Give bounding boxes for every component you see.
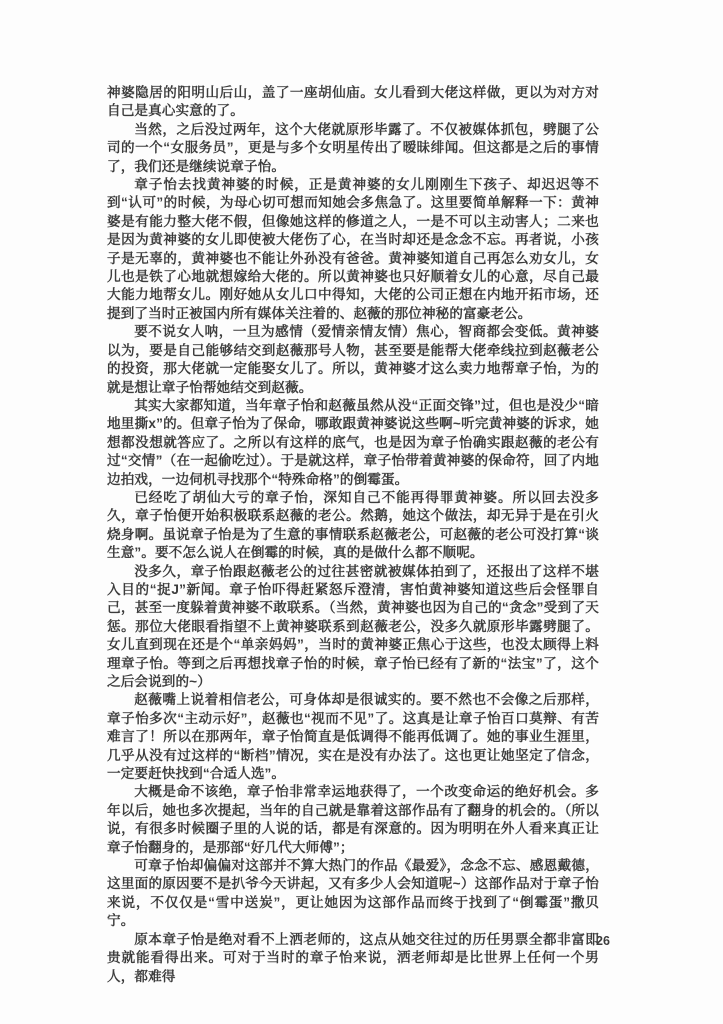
paragraph-1: 神婆隐居的阳明山后山，盖了一座胡仙庙。女儿看到大佬这样做，更以为对方对自己是真心实意的了。 (107, 85, 599, 119)
page-number: 26 (596, 934, 610, 948)
paragraph-7: 没多久，章子怡跟赵薇老公的过往甚密就被媒体拍到了，还报出了这样不堪入目的“捉J”新闻。章子怡吓得赶紧怒斥澄清，害怕黄神婆知道这些后会怪罪自己，甚至一度躲着黄神婆不敢联系。（当然，黄神婆也因为自己的“贪念”受到了天惩。那位大佬眼看指望不上黄神婆联系到赵薇老公，没多久就原形毕露劈腿了。女儿直到现在还是个“单亲妈妈”，当时的黄神婆正焦心于这些，也没太顾得上料理章子怡。等到之后再想找章子怡的时候，章子怡已经有了新的“法宝”了，这个之后会说到的~） (107, 563, 599, 689)
paragraph-11: 原本章子怡是绝对看不上洒老师的，这点从她交往过的历任男票全都非富即贵就能看得出来。可对于当时的章子怡来说，洒老师却是比世界上任何一个男人，都难得 (107, 931, 599, 984)
paragraph-4: 要不说女人呐，一旦为感情（爱情亲情友情）焦心，智商都会变低。黄神婆以为，要是自己能够结交到赵薇那号人物，甚至要是能帮大佬牵线拉到赵薇老公的投资，那大佬就一定能娶女儿了。所以，黄神婆才这么卖力地帮章子怡，为的就是想让章子怡帮她结交到赵薇。 (107, 324, 599, 395)
paragraph-10: 可章子怡却偏偏对这部并不算大热门的作品《最爱》，念念不忘、感恩戴德，这里面的原因要不是扒爷今天讲起，又有多少人会知道呢~）这部作品对于章子怡来说，不仅仅是“雪中送炭”，更让她因为这部作品而终于找到了“倒霉蛋”撒贝宁。 (107, 858, 599, 929)
paragraph-3: 章子怡去找黄神婆的时候，正是黄神婆的女儿刚刚生下孩子、却迟迟等不到“认可”的时候，为母心切可想而知她会多焦急了。这里要简单解释一下：黄神婆是有能力整大佬不假，但像她这样的修道之人，一是不可以主动害人；二来也是因为黄神婆的女儿即使被大佬伤了心，在当时却还是念念不忘。再者说，小孩子是无辜的，黄神婆也不能让外孙没有爸爸。黄神婆知道自己再怎么劝女儿，女儿也是铁了心地就想嫁给大佬的。所以黄神婆也只好顺着女儿的心意，尽自己最大能力地帮女儿。刚好她从女儿口中得知，大佬的公司正想在内地开拓市场，还提到了当时正被国内所有媒体关注着的、赵薇的那位神秘的富豪老公。 (107, 177, 599, 321)
paragraph-5: 其实大家都知道，当年章子怡和赵薇虽然从没“正面交锋”过，但也是没少“暗地里撕x”的。但章子怡为了保命，哪敢跟黄神婆说这些啊~听完黄神婆的诉求，她想都没想就答应了。之所以有这样的底气，也是因为章子怡确实跟赵薇的老公有过“交情”（在一起偷吃过）。于是就这样，章子怡带着黄神婆的保命符，回了内地边拍戏，一边伺机寻找那个“特殊命格”的倒霉蛋。 (107, 397, 599, 487)
text-body (107, 84, 599, 986)
paragraph-9: 大概是命不该绝，章子怡非常幸运地获得了，一个改变命运的绝好机会。多年以后，她也多次提起，当年的自己就是靠着这部作品有了翻身的机会的。（所以说，有很多时候圈子里的人说的话，都是有深意的。因为明明在外人看来真正让章子怡翻身的，是那部“好几代大师傅”； (107, 784, 599, 855)
paragraph-8: 赵薇嘴上说着相信老公，可身体却是很诚实的。要不然也不会像之后那样，章子怡多次“主动示好”，赵薇也“视而不见”了。这真是让章子怡百口莫辩、有苦难言了！所以在那两年，章子怡简直是低调得不能再低调了。她的事业生涯里，几乎从没有过这样的“断档”情况，实在是没有办法了。这也更让她坚定了信念，一定要赶快找到“合适人选”。 (107, 692, 599, 782)
paragraph-6: 已经吃了胡仙大亏的章子怡，深知自己不能再得罪黄神婆。所以回去没多久，章子怡便开始积极联系赵薇的老公。然鹅，她这个做法，却无异于是在引火烧身啊。虽说章子怡是为了生意的事情联系赵薇老公，可赵薇的老公可没打算“谈生意”。要不怎么说人在倒霉的时候，真的是做什么都不顺呢。 (107, 489, 599, 561)
paragraph-2: 当然，之后没过两年，这个大佬就原形毕露了。不仅被媒体抓包，劈腿了公司的一个“女服务员”，更是与多个女明星传出了暧昧绯闻。但这都是之后的事情了，我们还是继续说章子怡。 (107, 121, 599, 174)
